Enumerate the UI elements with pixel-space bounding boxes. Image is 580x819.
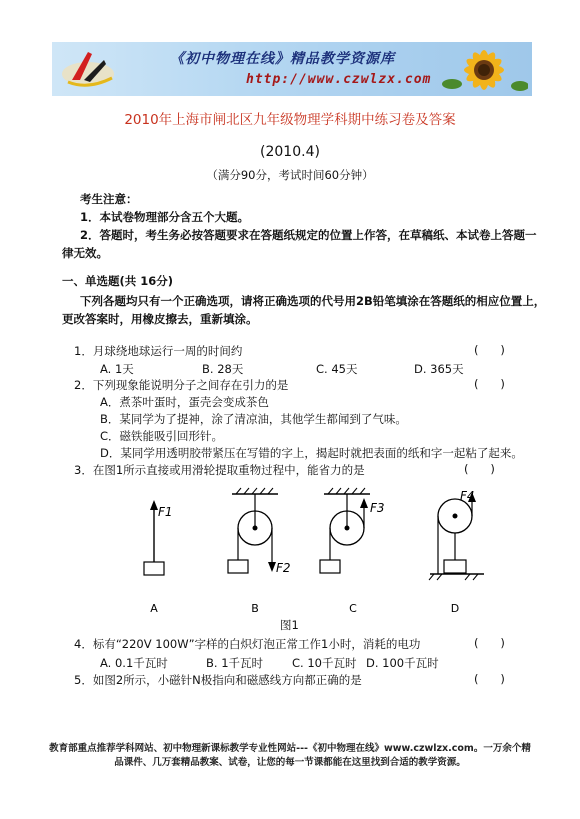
force-label-f3: F3 [370,501,385,515]
sunflower-icon [440,44,528,94]
q4-option-a: A. 0.1千瓦时 [100,656,168,670]
figure-label-b: B [251,602,259,615]
section1-instructions-b: 更改答案时，用橡皮擦去，重新填涂。 [62,312,258,326]
page-footer [30,742,550,770]
q1-option-a: A. 1天 [100,362,134,376]
q2-answer-paren: ( ) [474,377,505,391]
figure-1-pulleys [100,480,500,630]
figure-label-a: A [150,602,158,615]
figure-b-fixed-pulley [228,488,291,575]
notes-line-2a: 2．答题时，考生务必按答题要求在答题纸规定的位置上作答，在草稿纸、本试卷上答题一 [80,228,537,242]
q2-option-b: B．某同学为了提神，涂了清凉油，其他学生都闻到了气味。 [100,412,407,426]
section1-heading: 一、单选题(共 16分) [62,274,174,288]
figure-label-c: C [349,602,357,615]
figure-1-caption: 图1 [280,618,299,632]
banner-title: 《初中物理在线》精品教学资源库 [170,51,395,67]
section1-instructions-a: 下列各题均只有一个正确选项，请将正确选项的代号用2B铅笔填涂在答题纸的相应位置上， [80,294,546,308]
footer-line-2: 品课件、几万套精品教案、试卷，让您的每一节课都能在这里找到合适的教学资源。 [114,757,466,768]
force-label-f1: F1 [158,505,173,519]
q3-stem: 3．在图1所示直接或用滑轮提取重物过程中，能省力的是 [74,463,365,477]
q4-stem: 4．标有“220V 100W”字样的白炽灯泡正常工作1小时，消耗的电功 [74,637,421,651]
q5-answer-paren: ( ) [474,672,505,686]
q1-option-b: B. 28天 [202,362,244,376]
q4-answer-paren: ( ) [474,636,505,650]
figure-a-direct-lift [144,500,173,575]
site-logo-icon [58,46,118,92]
force-label-f4: F4 [460,489,475,503]
force-label-f2: F2 [276,561,291,575]
q3-answer-paren: ( ) [464,462,495,476]
notes-heading: 考生注意： [80,192,138,206]
q5-stem: 5．如图2所示，小磁针N极指向和磁感线方向都正确的是 [74,673,362,687]
footer-line-1: 教育部重点推荐学科网站、初中物理新课标教学专业性网站---《初中物理在线》www.czwlzx.com。一万余个精 [49,743,531,754]
figure-label-d: D [450,602,460,615]
banner-url-link[interactable]: http://www.czwlzx.com [246,72,432,87]
q1-option-c: C. 45天 [316,362,358,376]
q4-option-b: B. 1千瓦时 [206,656,264,670]
q2-option-a: A．煮茶叶蛋时，蛋壳会变成茶色 [100,395,269,409]
q4-option-c: C. 10千瓦时 [292,656,357,670]
figure-c-fixed-pulley-up [320,488,385,573]
header-banner [52,42,532,96]
document-date: (2010.4) [260,144,320,160]
q2-stem: 2．下列现象能说明分子之间存在引力的是 [74,378,289,392]
document-title: 2010年上海市闸北区九年级物理学科期中练习卷及答案 [124,112,456,128]
q2-option-c: C．磁铁能吸引回形针。 [100,429,224,443]
notes-line-1: 1．本试卷物理部分含五个大题。 [80,210,249,224]
q1-answer-paren: ( ) [474,343,505,357]
q1-option-d: D. 365天 [414,362,464,376]
document-score-info: （满分90分，考试时间60分钟） [206,168,374,182]
q1-stem: 1．月球绕地球运行一周的时间约 [74,344,243,358]
q2-option-d: D．某同学用透明胶带紧压在写错的字上，揭起时就把表面的纸和字一起粘了起来。 [100,446,523,460]
q4-option-d: D. 100千瓦时 [366,656,439,670]
notes-line-2b: 律无效。 [62,246,108,260]
figure-d-movable-pulley [429,489,484,580]
